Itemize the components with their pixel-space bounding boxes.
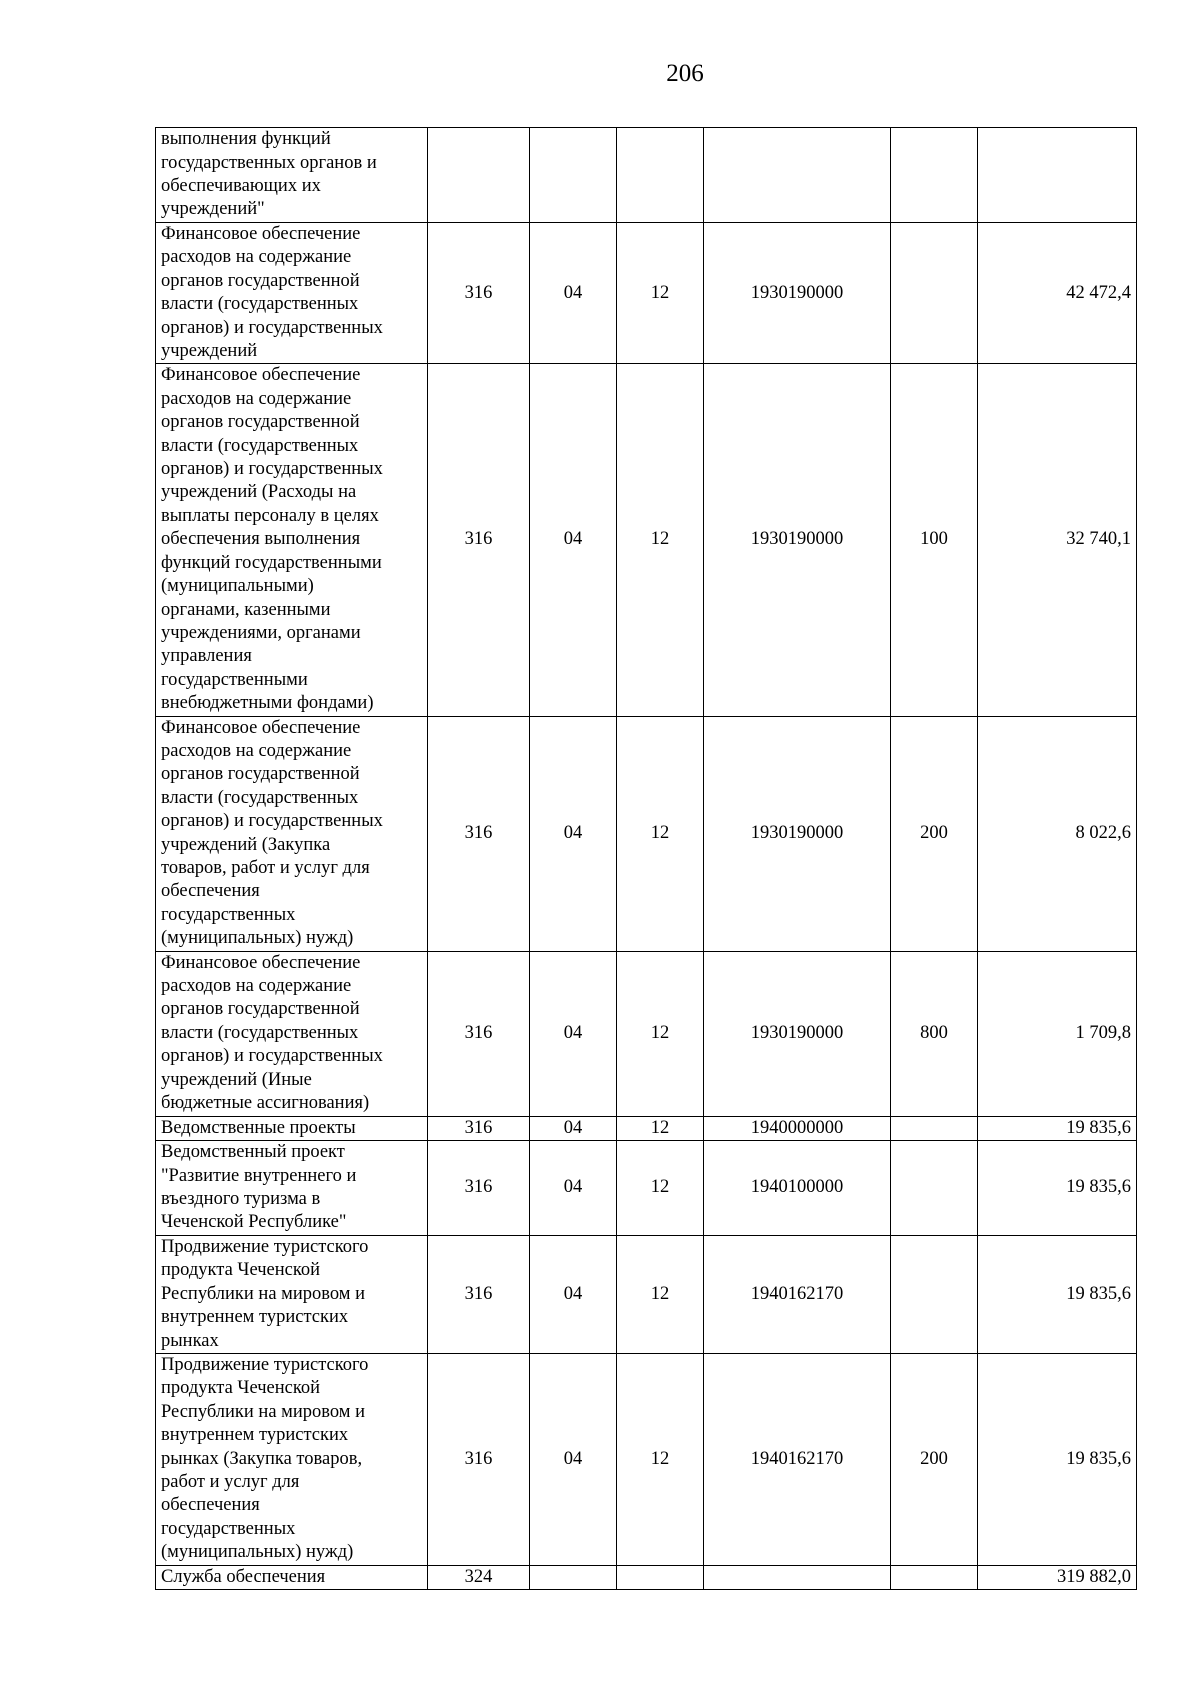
row-csr: 1930190000: [704, 364, 891, 716]
row-csr: 1930190000: [704, 223, 891, 364]
row-pr: 12: [617, 1236, 704, 1354]
row-csr: 1930190000: [704, 951, 891, 1116]
row-csr: [704, 1565, 891, 1589]
row-ved: 324: [428, 1565, 530, 1589]
row-vr: [891, 1236, 978, 1354]
table-row: [156, 1116, 1137, 1140]
table-row: [156, 1141, 1137, 1236]
table-row: [156, 716, 1137, 951]
row-sum: 19 835,6: [978, 1236, 1137, 1354]
row-rz: 04: [530, 1141, 617, 1236]
row-csr: 1940162170: [704, 1236, 891, 1354]
row-ved: 316: [428, 364, 530, 716]
row-vr: 200: [891, 716, 978, 951]
row-rz: 04: [530, 1116, 617, 1140]
row-vr: 200: [891, 1354, 978, 1566]
row-pr: [617, 128, 704, 223]
row-pr: [617, 1565, 704, 1589]
row-ved: 316: [428, 951, 530, 1116]
row-name: Служба обеспечения: [156, 1565, 428, 1589]
budget-table: [155, 127, 1137, 1590]
row-rz: 04: [530, 223, 617, 364]
row-name: Продвижение туристского продукта Чеченской Республики на мировом и внутреннем туристских рынках: [156, 1236, 428, 1354]
row-vr: 800: [891, 951, 978, 1116]
row-csr: 1940162170: [704, 1354, 891, 1566]
row-rz: 04: [530, 364, 617, 716]
row-ved: 316: [428, 1116, 530, 1140]
row-ved: 316: [428, 1141, 530, 1236]
row-vr: [891, 1116, 978, 1140]
table-row: [156, 223, 1137, 364]
row-pr: 12: [617, 1354, 704, 1566]
row-rz: [530, 1565, 617, 1589]
row-sum: 319 882,0: [978, 1565, 1137, 1589]
row-sum: 42 472,4: [978, 223, 1137, 364]
row-name: Продвижение туристского продукта Чеченской Республики на мировом и внутреннем туристских рынках (Закупка товаров, работ и услуг для обеспечения государственных (муниципальных) нужд): [156, 1354, 428, 1566]
row-name: Финансовое обеспечение расходов на содержание органов государственной власти (государственных органов) и государственных учреждений: [156, 223, 428, 364]
row-rz: 04: [530, 951, 617, 1116]
row-name: Финансовое обеспечение расходов на содержание органов государственной власти (государственных органов) и государственных учреждений (Иные бюджетные ассигнования): [156, 951, 428, 1116]
row-sum: [978, 128, 1137, 223]
row-vr: [891, 223, 978, 364]
row-sum: 19 835,6: [978, 1141, 1137, 1236]
page-number: 206: [666, 60, 704, 87]
table-row: [156, 951, 1137, 1116]
row-sum: 32 740,1: [978, 364, 1137, 716]
table-row: [156, 364, 1137, 716]
row-name: Ведомственный проект "Развитие внутреннего и въездного туризма в Чеченской Республике": [156, 1141, 428, 1236]
row-vr: 100: [891, 364, 978, 716]
row-sum: 19 835,6: [978, 1116, 1137, 1140]
row-rz: 04: [530, 1354, 617, 1566]
row-vr: [891, 1565, 978, 1589]
row-sum: 19 835,6: [978, 1354, 1137, 1566]
table-row: [156, 128, 1137, 223]
row-pr: 12: [617, 223, 704, 364]
row-vr: [891, 1141, 978, 1236]
table-row: [156, 1354, 1137, 1566]
row-csr: [704, 128, 891, 223]
table-row: [156, 1565, 1137, 1589]
row-name: Финансовое обеспечение расходов на содержание органов государственной власти (государственных органов) и государственных учреждений (Расходы на выплаты персоналу в целях обеспечения выполнения функций государственными (муниципальными) органами, казенными учреждениями, органами управления государственными внебюджетными фондами): [156, 364, 428, 716]
row-vr: [891, 128, 978, 223]
row-rz: 04: [530, 1236, 617, 1354]
row-pr: 12: [617, 1141, 704, 1236]
table-row: [156, 1236, 1137, 1354]
row-rz: [530, 128, 617, 223]
row-name: Ведомственные проекты: [156, 1116, 428, 1140]
row-pr: 12: [617, 716, 704, 951]
row-pr: 12: [617, 1116, 704, 1140]
row-ved: [428, 128, 530, 223]
row-csr: 1940100000: [704, 1141, 891, 1236]
row-sum: 8 022,6: [978, 716, 1137, 951]
row-csr: 1930190000: [704, 716, 891, 951]
row-csr: 1940000000: [704, 1116, 891, 1140]
row-ved: 316: [428, 1354, 530, 1566]
row-sum: 1 709,8: [978, 951, 1137, 1116]
row-rz: 04: [530, 716, 617, 951]
row-name: Финансовое обеспечение расходов на содержание органов государственной власти (государственных органов) и государственных учреждений (Закупка товаров, работ и услуг для обеспечения государственных (муниципальных) нужд): [156, 716, 428, 951]
row-pr: 12: [617, 364, 704, 716]
row-ved: 316: [428, 1236, 530, 1354]
row-name: выполнения функций государственных органов и обеспечивающих их учреждений": [156, 128, 428, 223]
row-ved: 316: [428, 223, 530, 364]
row-pr: 12: [617, 951, 704, 1116]
row-ved: 316: [428, 716, 530, 951]
